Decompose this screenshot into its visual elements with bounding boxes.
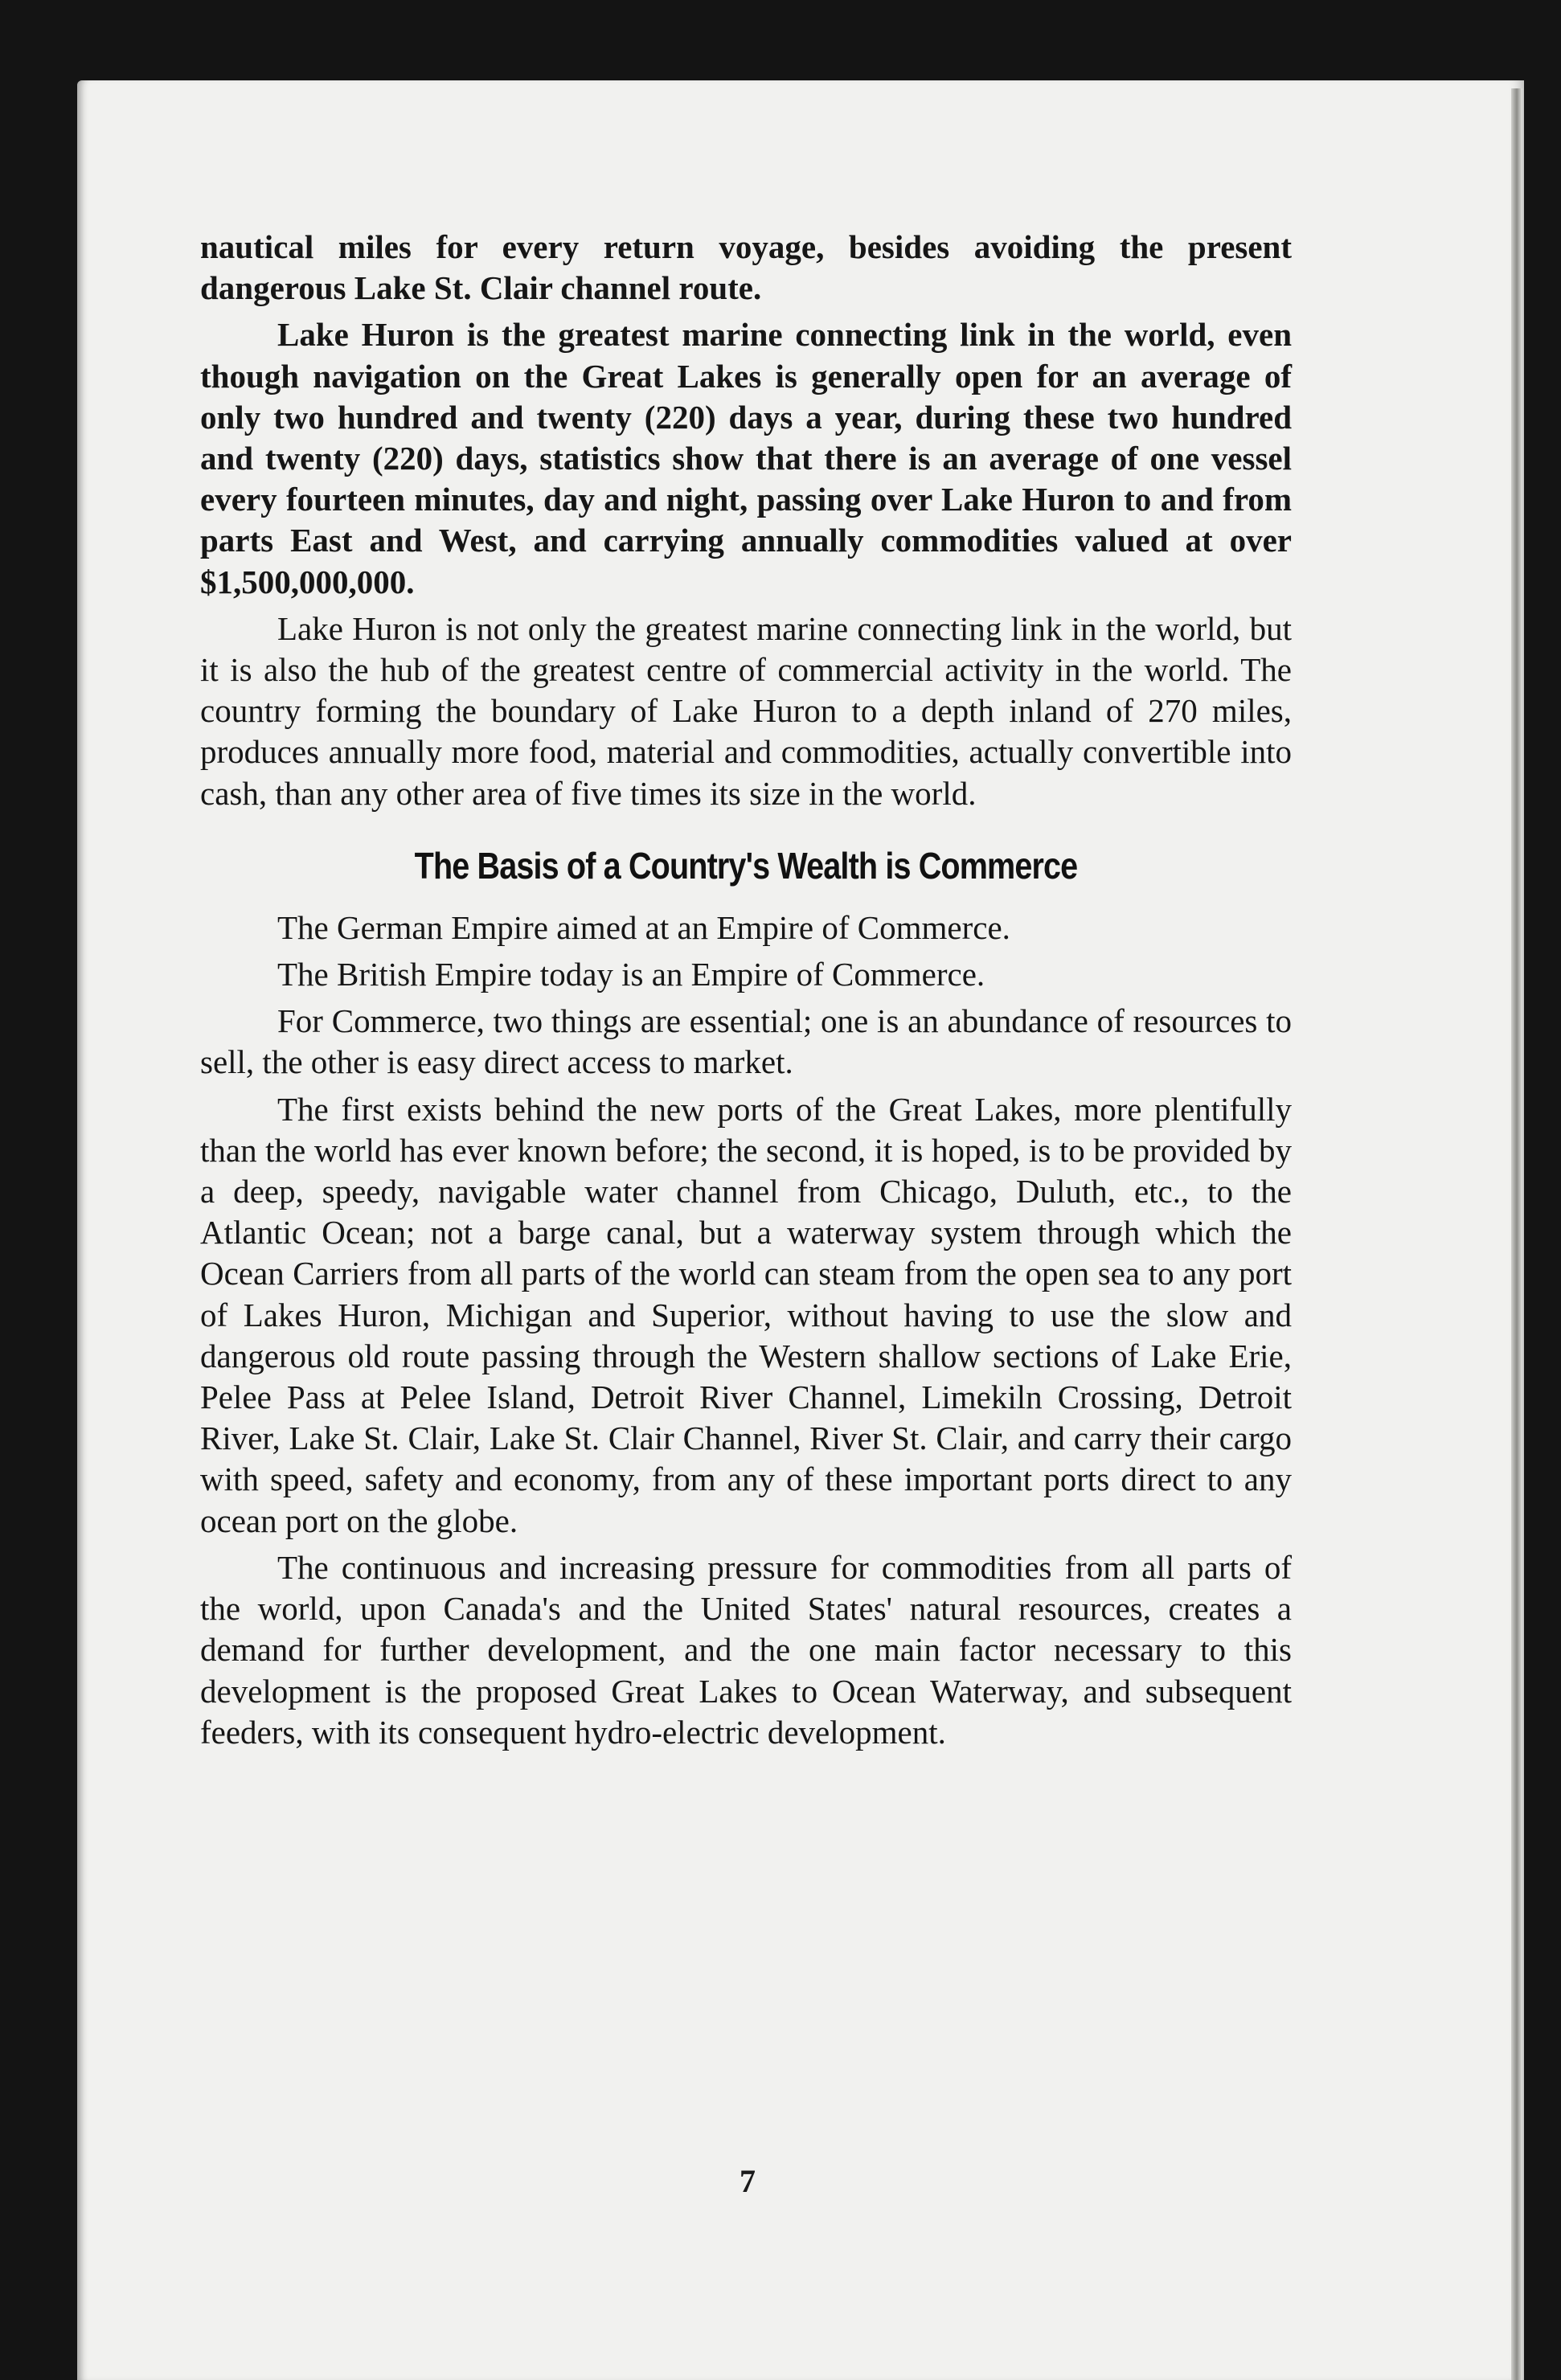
paragraph-continued: nautical miles for every return voyage, besides avoiding the present dangerous Lake St. Clair channel route. [200, 228, 1292, 307]
page-edge [1511, 88, 1522, 2380]
paragraph-commerce-essentials: For Commerce, two things are essential; one is an abundance of resources to sell, the other is easy direct access to market. [200, 1002, 1292, 1081]
paragraph-continuous-pressure: The continuous and increasing pressure for commodities from all parts of the world, upon Canada's and the United States' natural resources, creates a demand for further development, and the one main factor necessary to this development is the proposed Great Lakes to Ocean Waterway, and subsequent feeders, with its consequent hydro-electric development. [200, 1548, 1292, 1751]
section-heading: The Basis of a Country's Wealth is Commerce [414, 844, 1078, 887]
paragraph-waterway-channel: The first exists behind the new ports of the Great Lakes, more plentifully than the world has ever known before; the second, it is hoped, is to be provided by a deep, speedy, navigable water channel from Chicago, Duluth, etc., to the Atlantic Ocean; not a barge canal, but a waterway system through which the Ocean Carriers from all parts of the world can steam from the open sea to any port of Lakes Huron, Michigan and Superior, without having to use the slow and dangerous old route passing through the Western shallow sections of Lake Erie, Pelee Pass at Pelee Island, Detroit River Channel, Limekiln Crossing, Detroit River, Lake St. Clair, Lake St. Clair Channel, River St. Clair, and carry their cargo with speed, safety and economy, from any of these important ports direct to any ocean port on the globe. [200, 1090, 1292, 1539]
paragraph-german-empire: The German Empire aimed at an Empire of Commerce. [277, 908, 1010, 946]
body-text [200, 227, 1292, 1753]
paragraph-british-empire: The British Empire today is an Empire of Commerce. [277, 956, 985, 993]
page-number: 7 [740, 2163, 756, 2199]
paragraph-lake-huron-hub: Lake Huron is not only the greatest marine connecting link in the world, but it is also the hub of the greatest centre of commercial activity in the world. The country forming the boundary of Lake Huron to a depth inland of 270 miles, produces annually more food, material and commodities, actually convertible into cash, than any other area of five times its size in the world. [200, 609, 1292, 812]
paragraph-lake-huron-link: Lake Huron is the greatest marine connecting link in the world, even though navigation on the Great Lakes is generally open for an average of only two hundred and twenty (220) days a year, during these two hundred and twenty (220) days, statistics show that there is an average of one vessel every fourteen minutes, day and night, passing over Lake Huron to and from parts East and West, and carrying annually commodities valued at over $1,500,000,000. [200, 316, 1292, 600]
